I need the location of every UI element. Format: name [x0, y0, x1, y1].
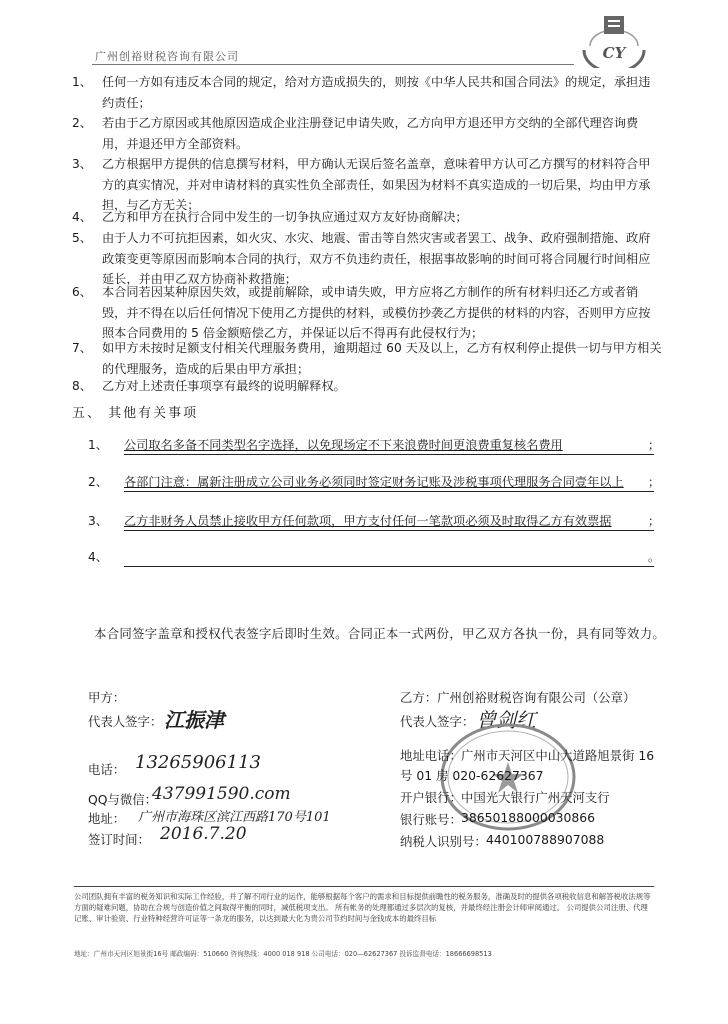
party-a-date: 2016.7.20: [160, 824, 247, 844]
clause-text: 任何一方如有违反本合同的规定，给对方造成损失的，则按《中华人民共和国合同法》的规定，承担违约责任；: [102, 75, 651, 110]
note-end: 。: [647, 550, 660, 564]
note-text-line: [124, 473, 654, 492]
clause-number: 1、: [72, 75, 92, 89]
party-a-phone: 13265906113: [135, 752, 261, 773]
clause-2: [72, 113, 662, 154]
party-a-qq: 437991590.com: [152, 784, 291, 804]
clause-text: 乙方和甲方在执行合同中发生的一切争执应通过双方友好协商解决；: [102, 210, 468, 224]
note-number: 1、: [88, 438, 108, 452]
clause-number: 2、: [72, 116, 92, 130]
note-text: 公司取名多备不同类型名字选择，以免现场定不下来浪费时间更浪费重复核名费用: [124, 438, 563, 452]
note-number: 3、: [88, 514, 108, 528]
clause-text: 由于人力不可抗拒因素，如火灾、水灾、地震、雷击等自然灾害或者罢工、战争、政府强制措施、政府政策变更等原因而影响本合同的执行，双方不负违约责任，根据事故影响的时间可将合同履行时间相应延长，并由甲乙双方协商补救措施；: [102, 231, 651, 286]
clause-1: [72, 72, 662, 113]
party-b-address-line1: 广州市天河区中山大道路旭景街 16: [461, 748, 655, 763]
party-b-account-label: 银行账号：: [400, 812, 462, 827]
party-a-date-label: 签订时间：: [88, 832, 150, 847]
clause-6: [72, 282, 662, 344]
clause-text: 乙方根据甲方提供的信息撰写材料，甲方确认无误后签名盖章，意味着甲方认可乙方撰写的材料符合甲方的真实情况，并对申请材料的真实性负全部责任，如果因为材料不真实造成的一切后果，均由甲方承担，与乙方无关；: [102, 157, 651, 212]
note-number: 2、: [88, 475, 108, 489]
note-item-4: [76, 546, 660, 568]
note-text: 各部门注意：属新注册成立公司业务必须同时签定财务记账及涉税事项代理服务合同壹年以上: [124, 475, 624, 489]
logo-text: CY: [602, 44, 626, 62]
party-a-phone-label: 电话：: [88, 762, 126, 777]
effect-clause: 本合同签字盖章和授权代表签字后即时生效。合同正本一式两份，甲乙双方各执一份，具有同等效力。: [94, 626, 666, 641]
note-end: ；: [647, 514, 660, 528]
clause-7: [72, 338, 662, 379]
clause-number: 7、: [72, 341, 92, 355]
clause-text: 若由于乙方原因或其他原因造成企业注册登记申请失败，乙方向甲方退还甲方交纳的全部代理咨询费用，并退还甲方全部资料。: [102, 116, 639, 151]
footer-contact: 地址：广州市天河区旭景街16号 邮政编码：510660 咨询热线：4000 018 918 公司电话：020—62627367 投诉监督电话：18666698513: [74, 950, 492, 958]
note-item-1: [76, 434, 660, 456]
party-b-address-line2: 号 01 房 020-62627367: [400, 768, 544, 783]
note-text: 乙方非财务人员禁止接收甲方任何款项，甲方支付任何一笔款项必须及时取得乙方有效票据: [124, 514, 612, 528]
footer-description: 公司团队拥有丰富的税务知识和实际工作经验，并了解不同行业的运作，能够根据每个客户的需求和目标提供前瞻性的税务服务，准确及时的提供各项税收信息和解答税收法规等方面的疑难问题，协助在合规与创造价值之间取得平衡的同时，减低税项支出。 所有帐务的处理都通过多层次的复核，并最终经注册会计师审阅通过。 公司提供公司注册、代理记账、审计验资、行业特种经营许可证等一条龙的服务，以达到最大化为贵公司节约时间与金钱成本的最终目标: [74, 892, 651, 923]
clause-text: 如甲方未按时足额支付相关代理服务费用，逾期超过 60 天及以上，乙方有权利停止提供一切与甲方相关的代理服务，造成的后果由甲方承担；: [102, 341, 662, 376]
company-header: 广州创裕财税咨询有限公司: [95, 50, 239, 63]
clause-4: [72, 207, 662, 228]
party-a-rep-label: 代表人签字：: [88, 714, 163, 729]
note-item-3: [76, 510, 660, 532]
party-b-tax-id: 440100788907088: [486, 832, 605, 847]
clause-number: 8、: [72, 379, 92, 393]
note-text-line: [124, 436, 654, 455]
party-b-tax-label: 纳税人识别号：: [400, 834, 487, 849]
section-title: 五、 其他有关事项: [72, 406, 199, 421]
party-a-label: 甲方：: [88, 690, 126, 705]
party-b-bank-label: 开户银行：: [400, 790, 462, 805]
party-a-address: 广州市海珠区滨江西路170号101: [138, 810, 331, 825]
party-b-signature: 曾剑红: [476, 708, 536, 732]
note-end: ；: [647, 438, 660, 452]
header-divider: [92, 64, 574, 65]
party-b-rep-label: 代表人签字：: [400, 714, 475, 729]
party-b-address-label: 地址电话：: [400, 748, 462, 763]
clause-text: 乙方对上述责任事项享有最终的说明解释权。: [102, 379, 346, 393]
party-a-signature: 江振津: [164, 708, 224, 732]
party-a-address-label: 地址：: [88, 811, 126, 826]
company-logo: [578, 6, 650, 68]
clause-number: 6、: [72, 285, 92, 299]
clause-number: 3、: [72, 157, 92, 171]
party-a-qq-label: QQ与微信：: [88, 792, 158, 807]
party-b-account: 38650188000030866: [461, 810, 596, 825]
clause-8: [72, 376, 662, 397]
clause-5: [72, 228, 662, 290]
clause-number: 5、: [72, 231, 92, 245]
note-number: 4、: [88, 550, 108, 564]
clause-text: 本合同若因某种原因失效，或提前解除，或申请失败，甲方应将乙方制作的所有材料归还乙方或者销毁，并不得在以后任何情况下使用乙方提供的材料，或模仿抄袭乙方提供的材料的内容，否则甲方应按照本合同费用的 5 倍金额赔偿乙方，并保证以后不得再有此侵权行为；: [102, 285, 651, 340]
clause-number: 4、: [72, 210, 92, 224]
note-text-line: [124, 512, 654, 531]
footer-divider: [74, 886, 654, 887]
note-end: ；: [647, 475, 660, 489]
note-item-2: [76, 471, 660, 493]
party-b-bank: 中国光大银行广州天河支行: [461, 790, 610, 805]
note-text-line: [124, 548, 654, 567]
party-b-label: 乙方：广州创裕财税咨询有限公司（公章）: [400, 690, 636, 705]
